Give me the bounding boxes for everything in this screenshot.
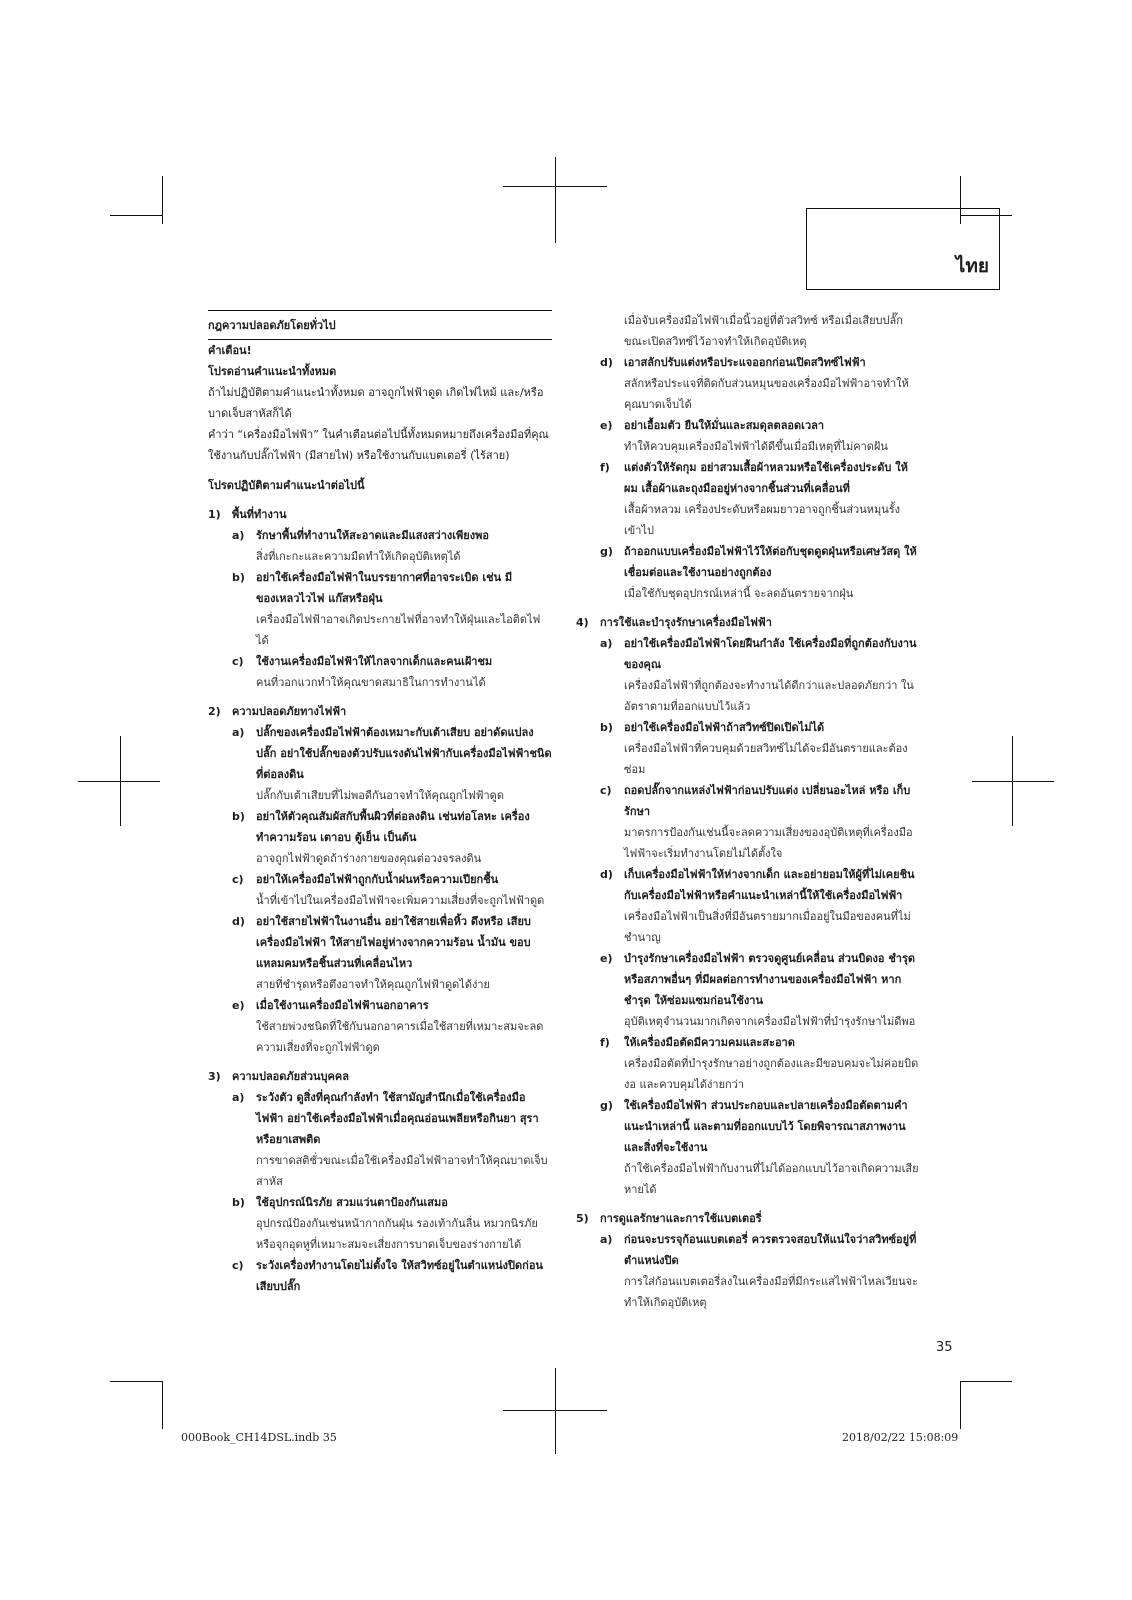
- item-text: การขาดสติชั่วขณะเมื่อใช้เครื่องมือไฟฟ้าอาจทำให้คุณบาดเจ็บสาหัส: [256, 1154, 548, 1188]
- item-label: b): [232, 571, 245, 584]
- list-item: [600, 948, 920, 1032]
- item-label: f): [600, 461, 610, 474]
- list-item: [232, 1192, 552, 1255]
- list-item: [232, 995, 552, 1058]
- list-item: [600, 415, 920, 457]
- list-item: [600, 457, 920, 541]
- list-item: [232, 567, 552, 651]
- intro-paragraph: ถ้าไม่ปฏิบัติตามคำแนะนำทั้งหมด อาจถูกไฟฟ้าดูด เกิดไฟไหม้ และ/หรือบาดเจ็บสาหัสก็ได้: [208, 386, 544, 420]
- personal-safety-continued: [576, 352, 920, 604]
- item-heading: เอาสลักปรับแต่งหรือประแจออกก่อนเปิดสวิทซ์ไฟฟ้า: [624, 356, 866, 369]
- item-heading: อย่าใช้เครื่องมือไฟฟ้าโดยฝืนกำลัง ใช้เครื่องมือที่ถูกต้องกับงานของคุณ: [624, 637, 917, 671]
- section-heading: พื้นที่ทำงาน: [232, 508, 287, 521]
- item-text: สิ่งที่เกะกะและความมืดทำให้เกิดอุบัติเหตุได้: [256, 550, 461, 563]
- item-heading: ให้เครื่องมือตัดมีความคมและสะอาด: [624, 1036, 795, 1049]
- item-heading: อย่าใช้เครื่องมือไฟฟ้าถ้าสวิทซ์ปิดเปิดไม่ได้: [624, 721, 825, 734]
- item-text: เครื่องมือไฟฟ้าที่ควบคุมด้วยสวิทซ์ไม่ได้จะมีอันตรายและต้องซ่อม: [624, 742, 908, 776]
- item-label: a): [600, 1233, 613, 1246]
- item-heading: เก็บเครื่องมือไฟฟ้าให้ห่างจากเด็ก และอย่ายอมให้ผู้ที่ไม่เคยชินกับเครื่องมือไฟฟ้าหรือคำแนะนำเหล่านี้ให้ใช้เครื่องมือไฟฟ้า: [624, 868, 915, 902]
- list-item: [232, 722, 552, 806]
- list-item: [600, 352, 920, 415]
- left-column: [208, 310, 552, 1297]
- list-item: [600, 1032, 920, 1095]
- list-item: [600, 864, 920, 948]
- item-heading: แต่งตัวให้รัดกุม อย่าสวมเสื้อผ้าหลวมหรือใช้เครื่องประดับ ให้ผม เสื้อผ้าและถุงมืออยู่ห่างจากชิ้นส่วนที่เคลื่อนที่: [624, 461, 908, 495]
- section-tool-use-care: [576, 612, 920, 1200]
- item-heading: ใช้อุปกรณ์นิรภัย สวมแว่นตาป้องกันเสมอ: [256, 1196, 448, 1209]
- right-column: [576, 310, 920, 1313]
- list-item: [600, 780, 920, 864]
- intro-paragraph: คำว่า “เครื่องมือไฟฟ้า” ในคำเตือนต่อไปนี้ทั้งหมดหมายถึงเครื่องมือที่คุณใช้งานกับปลั๊กไฟฟ้า (มีสายไฟ) หรือใช้งานกับแบตเตอรี่ (ไร้สาย): [208, 428, 549, 462]
- read-all-heading: โปรดอ่านคำแนะนำทั้งหมด: [208, 365, 337, 378]
- section-number: 3): [208, 1070, 221, 1083]
- item-label: c): [600, 784, 612, 797]
- item-label: f): [600, 1036, 610, 1049]
- item-text: อาจถูกไฟฟ้าดูดถ้าร่างกายของคุณต่อวงจรลงดิน: [256, 852, 482, 865]
- item-heading: ถ้าออกแบบเครื่องมือไฟฟ้าไว้ให้ต่อกับชุดดูดฝุ่นหรือเศษวัสดุ ให้เชื่อมต่อและใช้งานอย่างถูกต้อง: [624, 545, 917, 579]
- item-label: c): [232, 1259, 244, 1272]
- item-text: เครื่องมือไฟฟ้าอาจเกิดประกายไฟที่อาจทำให้ฝุ่นและไอติดไฟได้: [256, 613, 541, 647]
- item-label: a): [232, 529, 245, 542]
- item-label: d): [600, 356, 613, 369]
- item-label: g): [600, 545, 613, 558]
- item-label: b): [600, 721, 613, 734]
- item-text: อุบัติเหตุจำนวนมากเกิดจากเครื่องมือไฟฟ้าที่บำรุงรักษาไม่ดีพอ: [624, 1015, 916, 1028]
- section-number: 4): [576, 616, 589, 629]
- item-heading: ใช้เครื่องมือไฟฟ้า ส่วนประกอบและปลายเครื่องมือตัดตามคำแนะนำเหล่านี้ และตามที่ออกแบบไว้ โดยพิจารณาสภาพงานและสิ่งที่จะใช้งาน: [624, 1099, 908, 1154]
- item-text: คนที่วอกแวกทำให้คุณขาดสมาธิในการทำงานได้: [256, 676, 486, 689]
- section-work-area: [208, 504, 552, 693]
- list-item: [600, 717, 920, 780]
- item-label: c): [232, 655, 244, 668]
- item-heading: รักษาพื้นที่ทำงานให้สะอาดและมีแสงสว่างเพียงพอ: [256, 529, 489, 542]
- section-title: กฎความปลอดภัยโดยทั่วไป: [208, 310, 552, 340]
- section-electrical-safety: [208, 701, 552, 1058]
- footer-file: 000Book_CH14DSL.indb 35: [181, 1431, 337, 1444]
- list-item: [600, 1229, 920, 1313]
- list-item: [232, 651, 552, 693]
- item-label: a): [600, 637, 613, 650]
- list-item: [232, 525, 552, 567]
- item-label: e): [232, 999, 245, 1012]
- item-heading: อย่าใช้สายไฟฟ้าในงานอื่น อย่าใช้สายเพื่อหิ้ว ดึงหรือ เสียบเครื่องมือไฟฟ้า ให้สายไฟอยู่ห่างจากความร้อน น้ำมัน ขอบแหลมคมหรือชิ้นส่วนที่เคลื่อนไหว: [256, 915, 531, 970]
- item-text: เสื้อผ้าหลวม เครื่องประดับหรือผมยาวอาจถูกชิ้นส่วนหมุนรั้งเข้าไป: [624, 503, 901, 537]
- section-heading: ความปลอดภัยส่วนบุคคล: [232, 1070, 349, 1083]
- list-item: [600, 541, 920, 604]
- item-heading: เมื่อใช้งานเครื่องมือไฟฟ้านอกอาคาร: [256, 999, 429, 1012]
- item-heading: ระวังตัว ดูสิ่งที่คุณกำลังทำ ใช้สามัญสำนึกเมื่อใช้เครื่องมือไฟฟ้า อย่าใช้เครื่องมือไฟฟ้าเมื่อคุณอ่อนเพลียหรือกินยา สุรา หรือยาเสพติด: [256, 1091, 539, 1146]
- item-label: e): [600, 419, 613, 432]
- item-label: b): [232, 1196, 245, 1209]
- section-heading: การใช้และบำรุงรักษาเครื่องมือไฟฟ้า: [600, 616, 772, 629]
- list-item: [232, 806, 552, 869]
- page-number: 35: [936, 1340, 953, 1355]
- list-item: [232, 911, 552, 995]
- item-label: c): [232, 873, 244, 886]
- warning-label: คำเตือน!: [208, 344, 252, 357]
- list-item: [232, 1087, 552, 1192]
- item-text: เครื่องมือไฟฟ้าเป็นสิ่งที่มีอันตรายมากเมื่ออยู่ในมือของคนที่ไม่ชำนาญ: [624, 910, 911, 944]
- item-heading: อย่าเอื้อมตัว ยืนให้มั่นและสมดุลตลอดเวลา: [624, 419, 825, 432]
- section-number: 1): [208, 508, 221, 521]
- item-text: การใส่ก้อนแบตเตอรี่ลงในเครื่องมือที่มีกระแสไฟฟ้าไหลเวียนจะทำให้เกิดอุบัติเหตุ: [624, 1275, 918, 1309]
- item-label: a): [232, 1091, 245, 1104]
- language-label: ไทย: [955, 255, 989, 277]
- list-item: [600, 633, 920, 717]
- item-label: a): [232, 726, 245, 739]
- item-heading: ปลั๊กของเครื่องมือไฟฟ้าต้องเหมาะกับเต้าเสียบ อย่าดัดแปลงปลั๊ก อย่าใช้ปลั๊กของตัวปรับแรงดันไฟฟ้ากับเครื่องมือไฟฟ้าชนิดที่ต่อลงดิน: [256, 726, 552, 781]
- item-text: น้ำที่เข้าไปในเครื่องมือไฟฟ้าจะเพิ่มความเสี่ยงที่จะถูกไฟฟ้าดูด: [256, 894, 545, 907]
- item-text: ปลั๊กกับเต้าเสียบที่ไม่พอดีกันอาจทำให้คุณถูกไฟฟ้าดูด: [256, 789, 504, 802]
- item-text: เมื่อใช้กับชุดอุปกรณ์เหล่านี้ จะลดอันตรายจากฝุ่น: [624, 587, 854, 600]
- item-text: ใช้สายพ่วงชนิดที่ใช้กับนอกอาคารเมื่อใช้สายที่เหมาะสมจะลดความเสี่ยงที่จะถูกไฟฟ้าดูด: [256, 1020, 544, 1054]
- item-heading: อย่าให้เครื่องมือไฟฟ้าถูกกับน้ำฝนหรือความเปียกชื้น: [256, 873, 499, 886]
- follow-heading: โปรดปฏิบัติตามคำแนะนำต่อไปนี้: [208, 479, 365, 492]
- item-text: มาตรการป้องกันเช่นนี้จะลดความเสี่ยงของอุบัติเหตุที่เครื่องมือไฟฟ้าจะเริ่มทำงานโดยไม่ได้ตั้งใจ: [624, 826, 913, 860]
- list-item: [600, 1095, 920, 1200]
- item-text: ทำให้ควบคุมเครื่องมือไฟฟ้าได้ดีขึ้นเมื่อมีเหตุที่ไม่คาดฝัน: [624, 440, 888, 453]
- item-heading: อย่าให้ตัวคุณสัมผัสกับพื้นผิวที่ต่อลงดิน เช่นท่อโลหะ เครื่องทำความร้อน เตาอบ ตู้เย็น เป็นต้น: [256, 810, 530, 844]
- item-heading: ก่อนจะบรรจุก้อนแบตเตอรี่ ควรตรวจสอบให้แน่ใจว่าสวิทซ์อยู่ที่ตำแหน่งปิด: [624, 1233, 917, 1267]
- list-item: [232, 1255, 552, 1297]
- language-tab: [806, 208, 1000, 290]
- item-label: b): [232, 810, 245, 823]
- item-label: g): [600, 1099, 613, 1112]
- item-text: เครื่องมือตัดที่บำรุงรักษาอย่างถูกต้องและมีขอบคมจะไม่ค่อยบิดงอ และควบคุมได้ง่ายกว่า: [624, 1057, 919, 1091]
- section-personal-safety: [208, 1066, 552, 1297]
- item-heading: ถอดปลั๊กจากแหล่งไฟฟ้าก่อนปรับแต่ง เปลี่ยนอะไหล่ หรือ เก็บรักษา: [624, 784, 911, 818]
- item-text: ถ้าใช้เครื่องมือไฟฟ้ากับงานที่ไม่ได้ออกแบบไว้อาจเกิดความเสียหายได้: [624, 1162, 919, 1196]
- item-label: d): [232, 915, 245, 928]
- item-text-continued: เมื่อจับเครื่องมือไฟฟ้าเมื่อนิ้วอยู่ที่ตัวสวิทซ์ หรือเมื่อเสียบปลั๊กขณะเปิดสวิทซ์ไว้อาจทำให้เกิดอุบัติเหตุ: [624, 314, 903, 348]
- item-text: เครื่องมือไฟฟ้าที่ถูกต้องจะทำงานได้ดีกว่าและปลอดภัยกว่า ในอัตราตามที่ออกแบบไว้แล้ว: [624, 679, 914, 713]
- item-heading: ใช้งานเครื่องมือไฟฟ้าให้ไกลจากเด็กและคนเฝ้าชม: [256, 655, 493, 668]
- item-text: สลักหรือประแจที่ติดกับส่วนหมุนของเครื่องมือไฟฟ้าอาจทำให้คุณบาดเจ็บได้: [624, 377, 909, 411]
- section-number: 5): [576, 1212, 589, 1225]
- item-label: e): [600, 952, 613, 965]
- list-item: [232, 869, 552, 911]
- section-heading: การดูแลรักษาและการใช้แบตเตอรี่: [600, 1212, 762, 1225]
- item-heading: อย่าใช้เครื่องมือไฟฟ้าในบรรยากาศที่อาจระเบิด เช่น มีของเหลวไวไฟ แก๊สหรือฝุ่น: [256, 571, 513, 605]
- item-text: อุปกรณ์ป้องกันเช่นหน้ากากกันฝุ่น รองเท้ากันลื่น หมวกนิรภัยหรือจุกอุดหูที่เหมาะสมจะเสี่ยงการบาดเจ็บของร่างกายได้: [256, 1217, 538, 1251]
- item-label: d): [600, 868, 613, 881]
- section-number: 2): [208, 705, 221, 718]
- section-battery-care: [576, 1208, 920, 1313]
- item-text: สายที่ชำรุดหรือตึงอาจทำให้คุณถูกไฟฟ้าดูดได้ง่าย: [256, 978, 490, 991]
- footer-timestamp: 2018/02/22 15:08:09: [842, 1431, 959, 1444]
- item-heading: ระวังเครื่องทำงานโดยไม่ตั้งใจ ให้สวิทซ์อยู่ในตำแหน่งปิดก่อนเสียบปลั๊ก: [256, 1259, 543, 1293]
- section-heading: ความปลอดภัยทางไฟฟ้า: [232, 705, 347, 718]
- item-heading: บำรุงรักษาเครื่องมือไฟฟ้า ตรวจดูศูนย์เคลื่อน ส่วนบิดงอ ชำรุดหรือสภาพอื่นๆ ที่มีผลต่อการทำงานของเครื่องมือไฟฟ้า หากชำรุด ให้ซ่อมแซมก่อนใช้งาน: [624, 952, 916, 1007]
